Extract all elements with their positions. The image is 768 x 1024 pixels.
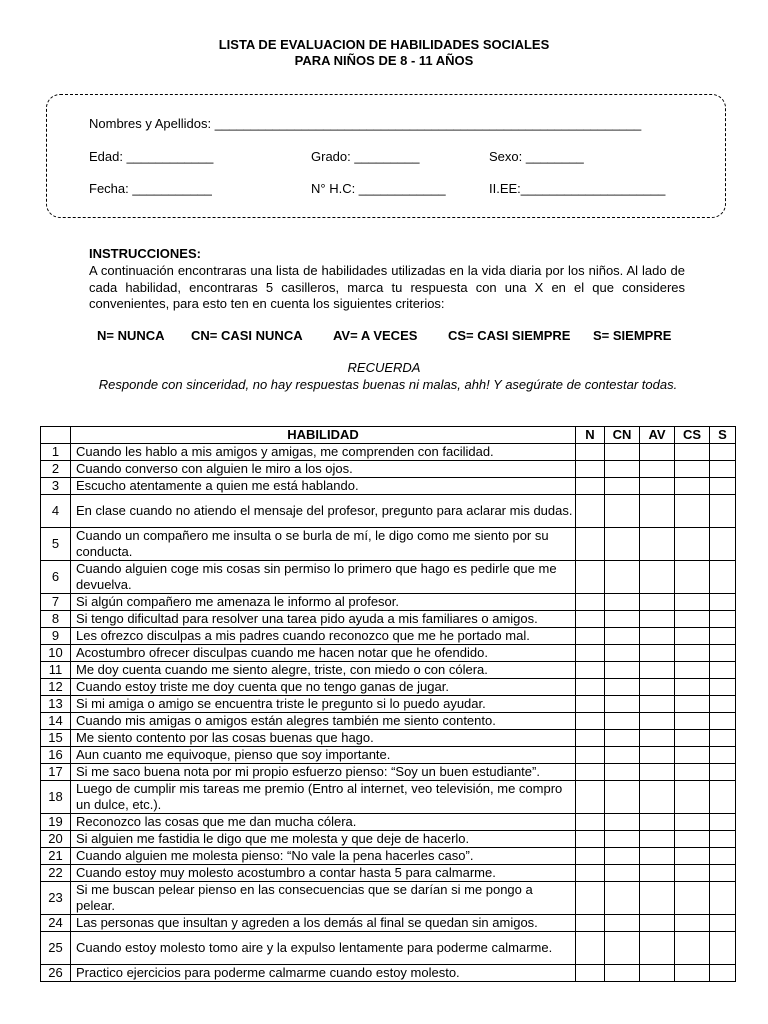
answer-cs-cell[interactable] — [675, 730, 710, 747]
skill-text: Si algún compañero me amenaza le informo al profesor. — [71, 594, 576, 611]
skill-text: Si me saco buena nota por mi propio esfuerzo pienso: “Soy un buen estudiante”. — [71, 764, 576, 781]
criteria-always: S= SIEMPRE — [593, 328, 672, 343]
age-field[interactable]: Edad: ____________ — [89, 149, 214, 164]
row-number: 11 — [41, 662, 71, 679]
answer-n-cell[interactable] — [576, 662, 605, 679]
answer-cn-cell[interactable] — [605, 848, 640, 865]
answer-cs-cell[interactable] — [675, 461, 710, 478]
answer-cs-cell[interactable] — [675, 528, 710, 561]
answer-n-cell[interactable] — [576, 461, 605, 478]
row-number: 4 — [41, 495, 71, 528]
answer-cs-cell[interactable] — [675, 561, 710, 594]
row-number: 9 — [41, 628, 71, 645]
answer-n-cell[interactable] — [576, 764, 605, 781]
table-row — [41, 831, 736, 848]
table-row — [41, 495, 736, 528]
header-n: N — [576, 427, 605, 444]
answer-av-cell[interactable] — [640, 495, 675, 528]
answer-n-cell[interactable] — [576, 882, 605, 915]
answer-cn-cell[interactable] — [605, 528, 640, 561]
answer-av-cell[interactable] — [640, 747, 675, 764]
criteria-almost-always: CS= CASI SIEMPRE — [448, 328, 571, 343]
answer-s-cell[interactable] — [710, 965, 736, 982]
answer-cn-cell[interactable] — [605, 495, 640, 528]
answer-av-cell[interactable] — [640, 764, 675, 781]
answer-s-cell[interactable] — [710, 865, 736, 882]
header-skill: HABILIDAD — [71, 427, 576, 444]
table-body — [41, 444, 736, 982]
answer-n-cell[interactable] — [576, 444, 605, 461]
answer-s-cell[interactable] — [710, 882, 736, 915]
answer-cs-cell[interactable] — [675, 478, 710, 495]
answer-cs-cell[interactable] — [675, 932, 710, 965]
header-s: S — [710, 427, 736, 444]
answer-s-cell[interactable] — [710, 730, 736, 747]
table-row — [41, 747, 736, 764]
answer-cn-cell[interactable] — [605, 478, 640, 495]
row-number: 13 — [41, 696, 71, 713]
hc-field[interactable]: N° H.C: ____________ — [311, 181, 446, 196]
row-number: 19 — [41, 814, 71, 831]
answer-n-cell[interactable] — [576, 814, 605, 831]
criteria-sometimes: AV= A VECES — [333, 328, 418, 343]
reminder-title: RECUERDA — [347, 360, 421, 375]
row-number: 23 — [41, 882, 71, 915]
answer-cn-cell[interactable] — [605, 444, 640, 461]
answer-cs-cell[interactable] — [675, 831, 710, 848]
table-row — [41, 528, 736, 561]
row-number: 21 — [41, 848, 71, 865]
answer-av-cell[interactable] — [640, 730, 675, 747]
table-row — [41, 444, 736, 461]
answer-cs-cell[interactable] — [675, 965, 710, 982]
skill-text: Me siento contento por las cosas buenas que hago. — [71, 730, 576, 747]
answer-s-cell[interactable] — [710, 915, 736, 932]
answer-av-cell[interactable] — [640, 882, 675, 915]
document-subtitle: PARA NIÑOS DE 8 - 11 AÑOS — [294, 53, 474, 68]
answer-cn-cell[interactable] — [605, 594, 640, 611]
answer-cn-cell[interactable] — [605, 730, 640, 747]
answer-s-cell[interactable] — [710, 444, 736, 461]
answer-n-cell[interactable] — [576, 848, 605, 865]
answer-av-cell[interactable] — [640, 662, 675, 679]
answer-cs-cell[interactable] — [675, 696, 710, 713]
date-field[interactable]: Fecha: ___________ — [89, 181, 212, 196]
table-row — [41, 478, 736, 495]
skill-text: Cuando alguien coge mis cosas sin permiso lo primero que hago es pedirle que me devuelva. — [71, 561, 576, 594]
answer-cn-cell[interactable] — [605, 679, 640, 696]
answer-av-cell[interactable] — [640, 848, 675, 865]
table-row — [41, 696, 736, 713]
skill-text: Cuando mis amigas o amigos están alegres también me siento contento. — [71, 713, 576, 730]
answer-n-cell[interactable] — [576, 713, 605, 730]
answer-cs-cell[interactable] — [675, 645, 710, 662]
answer-cs-cell[interactable] — [675, 848, 710, 865]
answer-n-cell[interactable] — [576, 478, 605, 495]
answer-s-cell[interactable] — [710, 461, 736, 478]
row-number: 2 — [41, 461, 71, 478]
answer-cn-cell[interactable] — [605, 814, 640, 831]
answer-n-cell[interactable] — [576, 679, 605, 696]
answer-av-cell[interactable] — [640, 865, 675, 882]
answer-cn-cell[interactable] — [605, 831, 640, 848]
row-number: 5 — [41, 528, 71, 561]
row-number: 26 — [41, 965, 71, 982]
answer-s-cell[interactable] — [710, 628, 736, 645]
answer-av-cell[interactable] — [640, 645, 675, 662]
table-row — [41, 781, 736, 814]
row-number: 25 — [41, 932, 71, 965]
answer-cn-cell[interactable] — [605, 645, 640, 662]
table-row — [41, 679, 736, 696]
answer-av-cell[interactable] — [640, 611, 675, 628]
answer-n-cell[interactable] — [576, 932, 605, 965]
table-row — [41, 965, 736, 982]
answer-n-cell[interactable] — [576, 865, 605, 882]
skill-text: Las personas que insultan y agreden a los demás al final se quedan sin amigos. — [71, 915, 576, 932]
answer-av-cell[interactable] — [640, 932, 675, 965]
answer-cs-cell[interactable] — [675, 865, 710, 882]
row-number: 6 — [41, 561, 71, 594]
table-row — [41, 730, 736, 747]
answer-s-cell[interactable] — [710, 679, 736, 696]
table-row — [41, 848, 736, 865]
answer-cs-cell[interactable] — [675, 611, 710, 628]
answer-s-cell[interactable] — [710, 814, 736, 831]
skill-text: Luego de cumplir mis tareas me premio (Entro al internet, veo televisión, me compro un dulce, etc.). — [71, 781, 576, 814]
answer-cn-cell[interactable] — [605, 915, 640, 932]
answer-s-cell[interactable] — [710, 932, 736, 965]
answer-cn-cell[interactable] — [605, 561, 640, 594]
answer-n-cell[interactable] — [576, 915, 605, 932]
row-number: 16 — [41, 747, 71, 764]
answer-s-cell[interactable] — [710, 747, 736, 764]
answer-cs-cell[interactable] — [675, 679, 710, 696]
answer-av-cell[interactable] — [640, 628, 675, 645]
answer-av-cell[interactable] — [640, 814, 675, 831]
answer-cn-cell[interactable] — [605, 461, 640, 478]
answer-s-cell[interactable] — [710, 561, 736, 594]
skill-text: Reconozco las cosas que me dan mucha cólera. — [71, 814, 576, 831]
answer-cn-cell[interactable] — [605, 713, 640, 730]
school-field[interactable]: II.EE:____________________ — [489, 181, 666, 196]
answer-av-cell[interactable] — [640, 561, 675, 594]
row-number: 15 — [41, 730, 71, 747]
answer-s-cell[interactable] — [710, 831, 736, 848]
answer-s-cell[interactable] — [710, 478, 736, 495]
table-row — [41, 645, 736, 662]
answer-cn-cell[interactable] — [605, 662, 640, 679]
answer-n-cell[interactable] — [576, 730, 605, 747]
table-row — [41, 865, 736, 882]
table-row — [41, 561, 736, 594]
answer-s-cell[interactable] — [710, 764, 736, 781]
row-number: 7 — [41, 594, 71, 611]
instructions-heading: INSTRUCCIONES: — [89, 246, 201, 261]
skill-text: Cuando converso con alguien le miro a los ojos. — [71, 461, 576, 478]
answer-cs-cell[interactable] — [675, 781, 710, 814]
answer-n-cell[interactable] — [576, 594, 605, 611]
table-row — [41, 814, 736, 831]
skill-text: Si me buscan pelear pienso en las consecuencias que se darían si me pongo a pelear. — [71, 882, 576, 915]
answer-cs-cell[interactable] — [675, 882, 710, 915]
answer-av-cell[interactable] — [640, 781, 675, 814]
skill-text: Cuando estoy molesto tomo aire y la expulso lentamente para poderme calmarme. — [71, 932, 576, 965]
answer-n-cell[interactable] — [576, 645, 605, 662]
table-row — [41, 611, 736, 628]
row-number: 20 — [41, 831, 71, 848]
answer-n-cell[interactable] — [576, 495, 605, 528]
answer-n-cell[interactable] — [576, 628, 605, 645]
instructions-text: A continuación encontraras una lista de habilidades utilizadas en la vida diaria por los niños. Al lado de cada habilidad, encontraras 5 casilleros, marca tu respuesta con una X en el que consideres convenientes, para esto ten en cuenta los siguientes criterios: — [89, 263, 685, 311]
header-av: AV — [640, 427, 675, 444]
skill-text: Si alguien me fastidia le digo que me molesta y que deje de hacerlo. — [71, 831, 576, 848]
answer-s-cell[interactable] — [710, 781, 736, 814]
answer-av-cell[interactable] — [640, 831, 675, 848]
answer-cs-cell[interactable] — [675, 713, 710, 730]
criteria-almost-never: CN= CASI NUNCA — [191, 328, 303, 343]
table-row — [41, 662, 736, 679]
answer-s-cell[interactable] — [710, 645, 736, 662]
answer-cn-cell[interactable] — [605, 611, 640, 628]
table-row — [41, 915, 736, 932]
skill-text: Cuando les hablo a mis amigos y amigas, me comprenden con facilidad. — [71, 444, 576, 461]
answer-av-cell[interactable] — [640, 461, 675, 478]
answer-cn-cell[interactable] — [605, 628, 640, 645]
header-cn: CN — [605, 427, 640, 444]
skill-text: Cuando estoy muy molesto acostumbro a contar hasta 5 para calmarme. — [71, 865, 576, 882]
skill-text: Me doy cuenta cuando me siento alegre, triste, con miedo o con cólera. — [71, 662, 576, 679]
table-row — [41, 461, 736, 478]
answer-cs-cell[interactable] — [675, 495, 710, 528]
answer-cs-cell[interactable] — [675, 747, 710, 764]
document-title: LISTA DE EVALUACION DE HABILIDADES SOCIALES — [218, 37, 550, 52]
answer-cs-cell[interactable] — [675, 444, 710, 461]
table-row — [41, 713, 736, 730]
answer-n-cell[interactable] — [576, 561, 605, 594]
answer-av-cell[interactable] — [640, 679, 675, 696]
answer-av-cell[interactable] — [640, 594, 675, 611]
answer-s-cell[interactable] — [710, 495, 736, 528]
answer-cs-cell[interactable] — [675, 814, 710, 831]
answer-av-cell[interactable] — [640, 444, 675, 461]
skill-text: En clase cuando no atiendo el mensaje del profesor, pregunto para aclarar mis dudas. — [71, 495, 576, 528]
row-number: 17 — [41, 764, 71, 781]
table-header-row — [41, 427, 736, 444]
answer-n-cell[interactable] — [576, 831, 605, 848]
answer-s-cell[interactable] — [710, 594, 736, 611]
answer-s-cell[interactable] — [710, 611, 736, 628]
row-number: 18 — [41, 781, 71, 814]
answer-cn-cell[interactable] — [605, 965, 640, 982]
reminder-text: Responde con sinceridad, no hay respuestas buenas ni malas, ahh! Y asegúrate de contestar todas. — [98, 377, 678, 392]
skill-text: Escucho atentamente a quien me está hablando. — [71, 478, 576, 495]
header-number — [41, 427, 71, 444]
answer-n-cell[interactable] — [576, 781, 605, 814]
table-row — [41, 628, 736, 645]
grade-field[interactable]: Grado: _________ — [311, 149, 420, 164]
answer-cs-cell[interactable] — [675, 628, 710, 645]
skill-text: Aun cuanto me equivoque, pienso que soy importante. — [71, 747, 576, 764]
row-number: 12 — [41, 679, 71, 696]
answer-av-cell[interactable] — [640, 915, 675, 932]
answer-cn-cell[interactable] — [605, 764, 640, 781]
row-number: 22 — [41, 865, 71, 882]
answer-cs-cell[interactable] — [675, 764, 710, 781]
answer-av-cell[interactable] — [640, 478, 675, 495]
skills-table — [40, 426, 736, 982]
answer-s-cell[interactable] — [710, 662, 736, 679]
skill-text: Cuando alguien me molesta pienso: “No vale la pena hacerles caso”. — [71, 848, 576, 865]
row-number: 3 — [41, 478, 71, 495]
skill-text: Si mi amiga o amigo se encuentra triste le pregunto si lo puedo ayudar. — [71, 696, 576, 713]
answer-s-cell[interactable] — [710, 848, 736, 865]
row-number: 10 — [41, 645, 71, 662]
name-field[interactable]: Nombres y Apellidos: ___________________________________________________________ — [89, 116, 642, 131]
answer-cn-cell[interactable] — [605, 932, 640, 965]
skill-text: Si tengo dificultad para resolver una tarea pido ayuda a mis familiares o amigos. — [71, 611, 576, 628]
answer-av-cell[interactable] — [640, 696, 675, 713]
answer-n-cell[interactable] — [576, 696, 605, 713]
answer-n-cell[interactable] — [576, 747, 605, 764]
answer-s-cell[interactable] — [710, 528, 736, 561]
skill-text: Cuando un compañero me insulta o se burla de mí, le digo como me siento por su conducta. — [71, 528, 576, 561]
answer-cs-cell[interactable] — [675, 594, 710, 611]
skill-text: Acostumbro ofrecer disculpas cuando me hacen notar que he ofendido. — [71, 645, 576, 662]
answer-s-cell[interactable] — [710, 713, 736, 730]
answer-cn-cell[interactable] — [605, 747, 640, 764]
answer-cs-cell[interactable] — [675, 915, 710, 932]
answer-av-cell[interactable] — [640, 965, 675, 982]
table-row — [41, 764, 736, 781]
row-number: 1 — [41, 444, 71, 461]
answer-cn-cell[interactable] — [605, 865, 640, 882]
row-number: 8 — [41, 611, 71, 628]
row-number: 24 — [41, 915, 71, 932]
table-row — [41, 932, 736, 965]
table-row — [41, 882, 736, 915]
sex-field[interactable]: Sexo: ________ — [489, 149, 584, 164]
answer-cn-cell[interactable] — [605, 696, 640, 713]
answer-cn-cell[interactable] — [605, 882, 640, 915]
skill-text: Les ofrezco disculpas a mis padres cuando reconozco que me he portado mal. — [71, 628, 576, 645]
answer-s-cell[interactable] — [710, 696, 736, 713]
answer-n-cell[interactable] — [576, 611, 605, 628]
skill-text: Cuando estoy triste me doy cuenta que no tengo ganas de jugar. — [71, 679, 576, 696]
criteria-never: N= NUNCA — [97, 328, 165, 343]
answer-n-cell[interactable] — [576, 528, 605, 561]
table-row — [41, 594, 736, 611]
row-number: 14 — [41, 713, 71, 730]
answer-cn-cell[interactable] — [605, 781, 640, 814]
answer-av-cell[interactable] — [640, 528, 675, 561]
header-cs: CS — [675, 427, 710, 444]
answer-n-cell[interactable] — [576, 965, 605, 982]
answer-cs-cell[interactable] — [675, 662, 710, 679]
skill-text: Practico ejercicios para poderme calmarme cuando estoy molesto. — [71, 965, 576, 982]
answer-av-cell[interactable] — [640, 713, 675, 730]
